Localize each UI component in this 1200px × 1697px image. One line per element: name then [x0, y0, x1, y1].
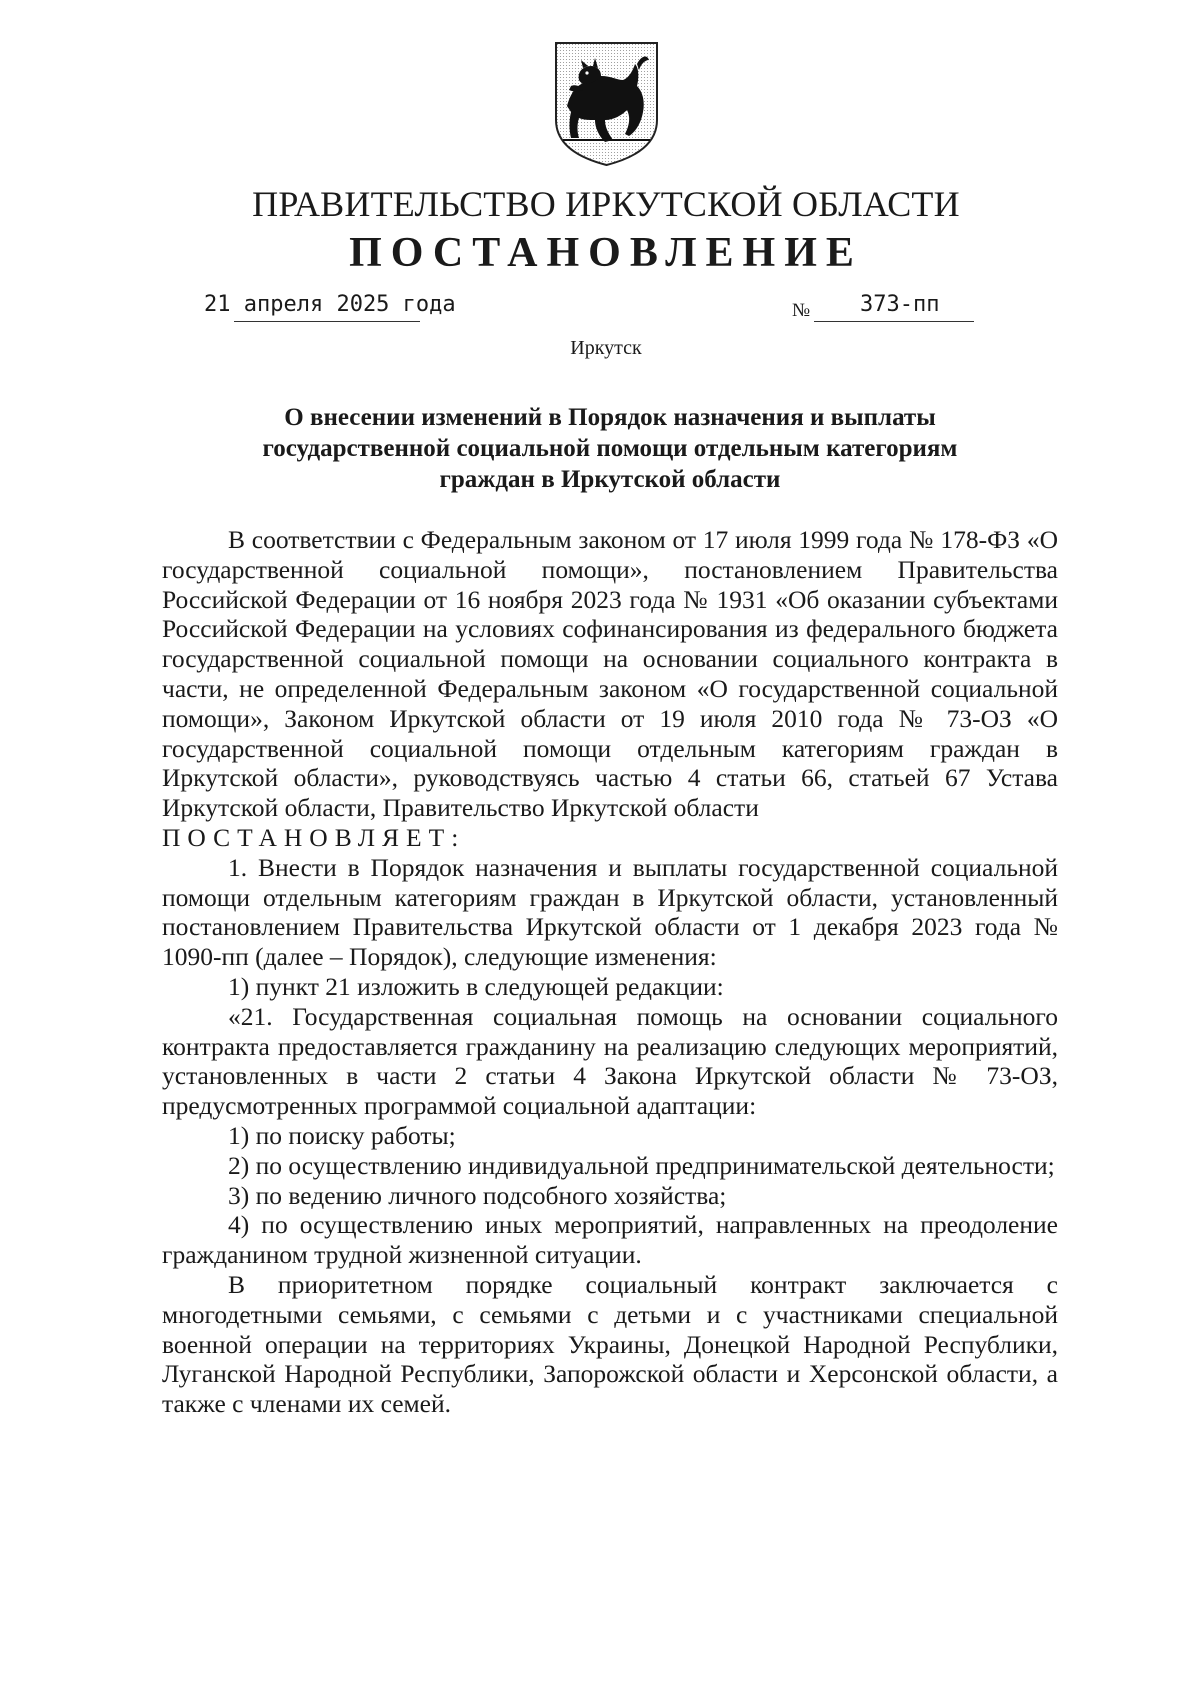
list-item: 3) по ведению личного подсобного хозяйства; — [228, 1180, 727, 1210]
irkutsk-coat-of-arms-icon — [553, 40, 660, 168]
document-number: 373-пп — [860, 292, 940, 317]
subject-line: граждан в Иркутской области — [439, 466, 781, 493]
list-item: 2) по осуществлению индивидуальной предпринимательской деятельности; — [228, 1150, 1055, 1180]
body-paragraph: 1. Внести в Порядок назначения и выплаты государственной социальной помощи отдельным категориям граждан в Иркутской области, установленный постановлением Правительства Иркутской области от 1 декабря 2023 года № 1090-пп (далее – Порядок), следующие изменения: — [162, 852, 1058, 972]
document-type: ПОСТАНОВЛЕНИЕ — [349, 230, 863, 276]
resolves-heading: ПОСТАНОВЛЯЕТ: — [162, 822, 466, 852]
number-sign: № — [792, 300, 811, 321]
subject-line: государственной социальной помощи отдельным категориям — [262, 435, 958, 462]
number-underline — [814, 321, 974, 322]
city-name: Иркутск — [570, 337, 642, 359]
list-item: 4) по осуществлению иных мероприятий, направленных на преодоление гражданином трудной жизненной ситуации. — [162, 1210, 1058, 1270]
body-paragraph: 1) пункт 21 изложить в следующей редакции: — [228, 971, 724, 1001]
document-date: 21 апреля 2025 года — [204, 292, 456, 317]
preamble-paragraph: В соответствии с Федеральным законом от 17 июля 1999 года № 178-ФЗ «О государственной социальной помощи», постановлением Правительства Российской Федерации от 16 ноября 2023 года № 1931 «Об оказании субъектами Российской Федерации на условиях софинансирования из федерального бюджета государственной социальной помощи на основании социального контракта в части, не определенной Федеральным законом «О государственной социальной помощи», Законом Иркутской области от 19 июля 2010 года № 73-ОЗ «О государственной социальной помощи отдельным категориям граждан в Иркутской области», руководствуясь частью 4 статьи 66, статьей 67 Устава Иркутской области, Правительство Иркутской области — [162, 525, 1058, 823]
government-name: ПРАВИТЕЛЬСТВО ИРКУТСКОЙ ОБЛАСТИ — [252, 184, 960, 224]
body-paragraph: В приоритетном порядке социальный контракт заключается с многодетными семьями, с семьями с детьми и с участниками специальной военной операции на территориях Украины, Донецкой Народной Республики, Луганской Народной Республики, Запорожской области и Херсонской области, а также с членами их семей. — [162, 1269, 1058, 1419]
subject-line: О внесении изменений в Порядок назначения и выплаты — [284, 404, 936, 431]
list-item: 1) по поиску работы; — [228, 1120, 456, 1150]
document-subject — [160, 402, 1060, 495]
document-body — [162, 525, 1058, 1419]
date-underline — [234, 321, 420, 322]
body-paragraph: «21. Государственная социальная помощь на основании социального контракта предоставляется гражданину на реализацию следующих мероприятий, установленных в части 2 статьи 4 Закона Иркутской области № 73-ОЗ, предусмотренных программой социальной адаптации: — [162, 1001, 1058, 1121]
